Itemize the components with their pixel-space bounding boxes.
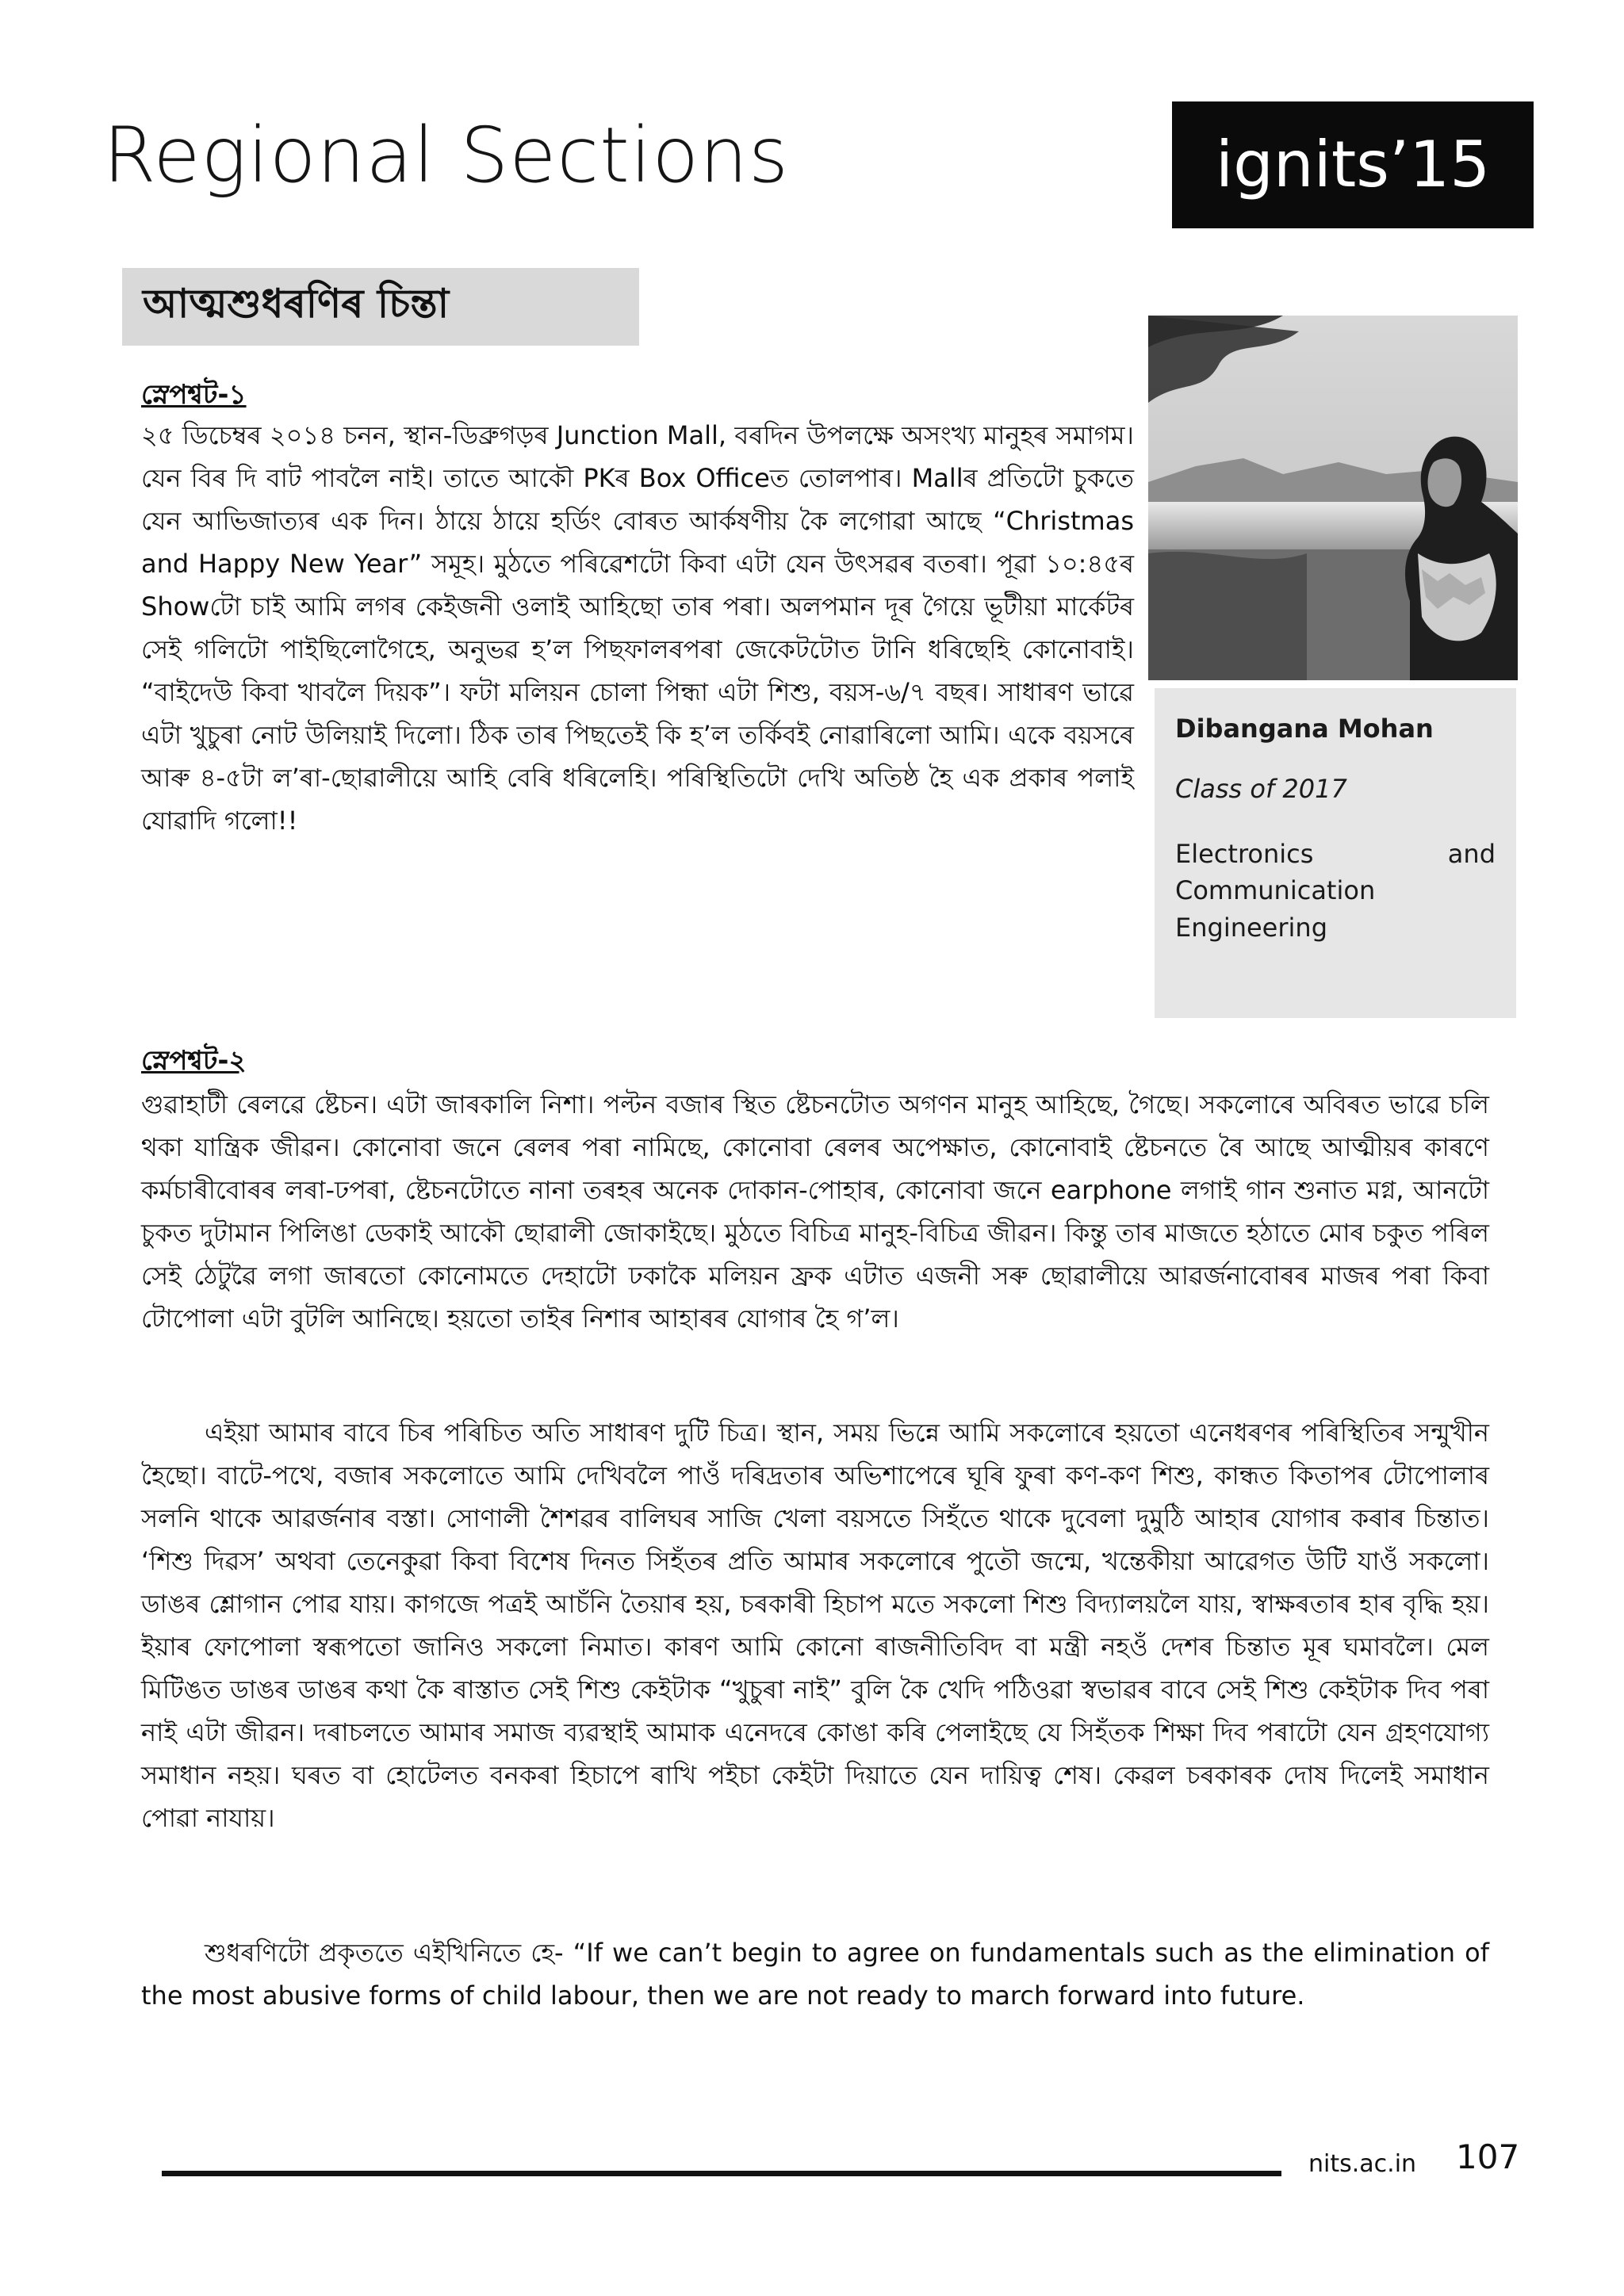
footer-rule (162, 2171, 1281, 2176)
snapshot1-text (141, 414, 1134, 842)
closing-paragraph: শুধৰণিটো প্ৰকৃততে এইখিনিতে হে- “If we can’t begin to agree on fundamentals such as the elimination of the most abusive forms of child labour, then we are not ready to march forward into future. (141, 1938, 1489, 2011)
snapshot1-paragraph: ২৫ ডিচেম্বৰ ২০১৪ চনন, স্থান-ডিব্ৰুগড়ৰ Junction Mall, বৰদিন উপলক্ষে অসংখ্য মানুহৰ সমাগম। যেন বিৰ দি বাট পাবলৈ নাই। তাতে আকৌ PKৰ Box Officeত তোলপাৰ। Mallৰ প্ৰতিটো চুকতে যেন আভিজাত্যৰ এক দিন। ঠায়ে ঠায়ে হৰ্ডিং বোৰত আৰ্কষণীয় কৈ লগোৱা আছে “Christmas and Happy New Year” সমূহ। মুঠতে পৰিৱেশটো কিবা এটা যেন উৎসৱৰ বতৰা। পূৱা ১০:৪৫ৰ Showটো চাই আমি লগৰ কেইজনী ওলাই আহিছো তাৰ পৰা। অলপমান দূৰ গৈয়ে ভূটীয়া মাৰ্কেটৰ সেই গলিটো পাইছিলোগৈহে, অনুভৱ হ’ল পিছফালৰপৰা জেকেটটোত টানি ধৰিছেহি কোনোবাই। “বাইদেউ কিবা খাবলৈ দিয়ক”। ফটা মলিয়ন চোলা পিন্ধা এটা শিশু, বয়স-৬/৭ বছৰ। সাধাৰণ ভাৱে এটা খুচুৰা নোট উলিয়াই দিলো। ঠিক তাৰ পিছতেই কি হ’ল তৰ্কিবই নোৱাৰিলো আমি। একে বয়সৰে আৰু ৪-৫টা ল’ৰা-ছোৱালীয়ে আহি বেৰি ধৰিলেহি। পৰিস্থিতিটো দেখি অতিষ্ঠ হৈ এক প্ৰকাৰ পলাই যোৱাদি গলো!! (141, 420, 1134, 836)
article-title: আত্মশুধৰণিৰ চিন্তা (122, 268, 639, 346)
snapshot1-heading: স্নেপশ্বট-১ (141, 379, 247, 411)
author-photo (1148, 316, 1518, 680)
snapshot2-text (141, 1083, 1489, 1340)
page-number: 107 (1456, 2137, 1520, 2176)
author-name: Dibangana Mohan (1175, 714, 1434, 744)
snapshot2-heading: স্নেপশ্বট-২ (141, 1045, 247, 1077)
body-text (141, 1411, 1489, 1839)
closing-text (141, 1931, 1489, 2017)
body-paragraph: এইয়া আমাৰ বাবে চিৰ পৰিচিত অতি সাধাৰণ দুটি চিত্ৰ। স্থান, সময় ভিন্নে আমি সকলোৰে হয়তো এনেধৰণৰ পৰিস্থিতিৰ সন্মুখীন হৈছো। বাটে-পথে, বজাৰ সকলোতে আমি দেখিবলৈ পাওঁ দৰিদ্ৰতাৰ অভিশাপেৰে ঘূৰি ফুৰা কণ-কণ শিশু, কান্ধত কিতাপৰ টোপোলাৰ সলনি থাকে আৱৰ্জনাৰ বস্তা। সোণালী শৈশৱৰ বালিঘৰ সাজি খেলা বয়সতে সিহঁতে থাকে দুবেলা দুমুঠি আহাৰ যোগাৰ কৰাৰ চিন্তাত। ‘শিশু দিৱস’ অথবা তেনেকুৱা কিবা বিশেষ দিনত সিহঁতৰ প্ৰতি আমাৰ সকলোৰে পুতৌ জন্মে, খন্তেকীয়া আৱেগত উটি যাওঁ সকলো। ডাঙৰ শ্লোগান পোৱ যায়। কাগজে পত্ৰই আচঁনি তৈয়াৰ হয়, চৰকাৰী হিচাপ মতে সকলো শিশু বিদ্যালয়লৈ যায়, স্বাক্ষৰতাৰ হাৰ বৃদ্ধি হয়। ইয়াৰ ফোপোলা স্বৰূপতো জানিও সকলো নিমাত। কাৰণ আমি কোনো ৰাজনীতিবিদ বা মন্ত্ৰী নহওঁ দেশৰ চিন্তাত মূৰ ঘমাবলৈ। মেল মিটিঙত ডাঙৰ ডাঙৰ কথা কৈ ৰাস্তাত সেই শিশু কেইটাক “খুচুৰা নাই” বুলি কৈ খেদি পঠিওৱা স্বভাৱৰ বাবে সেই শিশু কেইটাক দিব পৰা নাই এটা জীৱন। দৰাচলতে আমাৰ সমাজ ব্যৱস্থাই আমাক এনেদৰে কোঙা কৰি পেলাইছে যে সিহঁতক শিক্ষা দিব পৰাটো যেন গ্ৰহণযোগ্য সমাধান নহয়। ঘৰত বা হোটেলত বনকৰা হিচাপে ৰাখি পইচা কেইটা দিয়াতে যেন দায়িত্ব শেষ। কেৱল চৰকাৰক দোষ দিলেই সমাধান পোৱা নাযায়। (141, 1418, 1489, 1833)
brand-box: ignits’15 (1172, 101, 1534, 228)
page-header-title: Regional Sections (103, 111, 790, 200)
author-department: Electronics and Communication Engineering (1175, 839, 1496, 943)
author-class: Class of 2017 (1175, 774, 1347, 804)
footer-site: nits.ac.in (1308, 2150, 1417, 2178)
snapshot2-paragraph: গুৱাহাটী ৰেলৱে ষ্টেচন। এটা জাৰকালি নিশা। পল্টন বজাৰ স্থিত ষ্টেচনটোত অগণন মানুহ আহিছে, গৈছে। সকলোৰে অবিৰত ভাৱে চলি থকা যান্ত্ৰিক জীৱন। কোনোবা জনে ৰেলৰ পৰা নামিছে, কোনোবা ৰেলৰ অপেক্ষাত, কোনোবাই ষ্টেচনতে ৰৈ আছে আত্মীয়ৰ কাৰণে কৰ্মচাৰীবোৰৰ লৰা-ঢপৰা, ষ্টেচনটোতে নানা তৰহৰ অনেক দোকান-পোহাৰ, কোনোবা জনে earphone লগাই গান শুনাত মগ্ন, আনটো চুকত দুটামান পিলিঙা ডেকাই আকৌ ছোৱালী জোকাইছে। মুঠতে বিচিত্ৰ মানুহ-বিচিত্ৰ জীৱন। কিন্তু তাৰ মাজতে হঠাতে মোৰ চকুত পৰিল সেই ঠেটুৱৈ লগা জাৰতো কোনোমতে দেহাটো ঢকাকৈ মলিয়ন ফ্ৰক এটাত এজনী সৰু ছোৱালীয়ে আৱৰ্জনাবোৰৰ মাজৰ পৰা কিবা টোপোলা এটা বুটলি আনিছে। হয়তো তাইৰ নিশাৰ আহাৰৰ যোগাৰ হৈ গ’ল। (141, 1089, 1489, 1334)
author-box (1155, 688, 1516, 1018)
